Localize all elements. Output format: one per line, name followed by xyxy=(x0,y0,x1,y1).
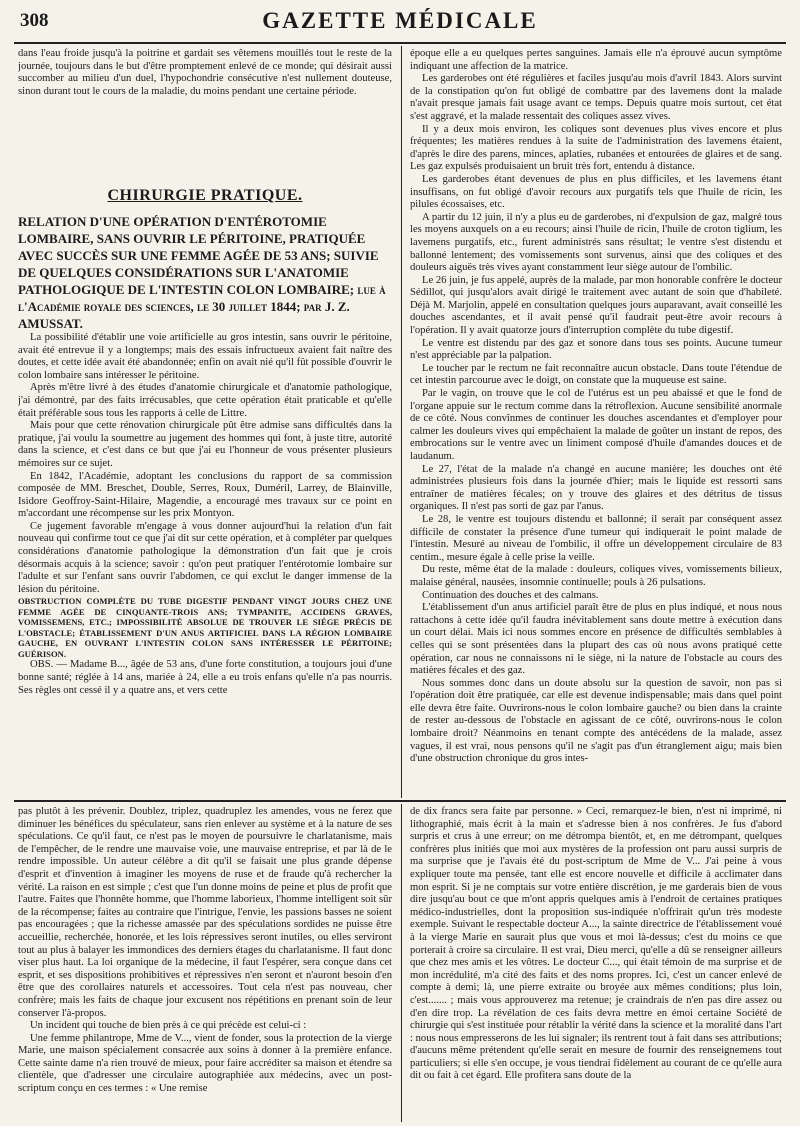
paragraph: Mais pour que cette rénovation chirurgicale pût être admise sans difficultés dans la pratique, j'ai voulu la soumettre au jugement des hommes qui font, à juste titre, autorité dans la science, et c'est dans ce but que j'ai eu l'honneur de vous présenter plusieurs mémoires sur ce sujet. xyxy=(18,420,392,469)
paragraph: de dix francs sera faite par personne. » Ceci, remarquez-le bien, n'est ni imprimé, ni lithographié, mais écrit à la main et s'adresse bien à nos confrères. Je fus d'abord surpris et crus à une erreur; on me détrompa bientôt, et, en me détrompant, quelques confrères plus initiés que moi aux mystères de la profession ont paru aussi surpris de ma surprise que je l'avais été du post-scriptum de Mme de V... J'ai peine à vous expliquer toute ma pensée, tant elle est encore nouvelle et difficile à acclimater dans mon esprit. Si je ne comptais sur votre entière discrétion, je me garderais bien de vous dire jusqu'au bout ce que m'ont appris quelques amis à l'endroit de certaines pratiques médico-industrielles, dont la proposition sus-indiquée n'offrirait qu'un très modeste exemple. Suivant le respectable docteur A..., la sainte directrice de l'établissement voué à la vierge Marie en saurait plus que vous et moi là-dessus; c'est du moins ce que porterait à croire sa circulaire. Il est vrai, Dieu merci, qu'elle a dû se renseigner ailleurs que chez mes amis et les vôtres. Le docteur C..., qui était témoin de ma surprise et de mon incrédulité, m'a cité des faits et des noms propres. Ici, c'est un cancer enlevé de compte à demi; là, une pierre extraite ou broyée aux mêmes conditions; plus loin, c'est....... ; mais vous approuverez ma retenue; je craindrais de n'en pas dire assez ou d'en dire trop. La révélation de ces faits devra mettre en émoi certaine Société de chirurgie qui s'est instituée pour rétablir la vérité dans la science et la moralité dans l'art : nous nous empresserons de les lui signaler; ils rentrent tout à fait dans ses attributions; d'aucuns même prétendent qu'elle serait en mesure de fournir des renseignemens tout particuliers; si elle s'en occupe, je vous tiendrai fidèlement au courant de ce qu'elle aura dit ou fait à cet égard. Elle profitera sans doute de la xyxy=(410,806,782,1082)
paragraph: Par le vagin, on trouve que le col de l'utérus est un peu abaissé et que le fond de l'organe appuie sur le rectum comme dans la rétroflexion. Aucune sensibilité anormale de ce côté. Nous convînmes de continuer les douches ascendantes et d'employer pour calmer les douleurs vives qui empêchaient la malade de goûter un instant de repos, des embrocations sur le ventre avec un liniment composé d'huile d'amandes douces et de laudanum. xyxy=(410,388,782,462)
paragraph: Les garderobes étant devenues de plus en plus difficiles, et les lavemens étant insuffisans, on fut obligé d'avoir recours aux purgatifs tels que l'huile de ricin, les pilules écossaises, etc. xyxy=(410,173,782,211)
paragraph: Le 26 juin, je fus appelé, auprès de la malade, par mon honorable confrère le docteur Sédillot, qui jusqu'alors avait dirigé le traitement avec autant de soin que d'habileté. Déjà M. Marjolin, appelé en consultation quelques jours auparavant, avait conseillé les douches ascendantes, et il avait pensé qu'il faudrait peut-être avoir recours à l'opération. Il y avait quatorze jours d'interruption complète du tube digestif. xyxy=(410,274,782,337)
paragraph: Le toucher par le rectum ne fait reconnaître aucun obstacle. Dans toute l'étendue de cet intestin parcourue avec le doigt, on constate que la muqueuse est saine. xyxy=(410,362,782,387)
page-number: 308 xyxy=(20,10,49,31)
column-divider-bottom xyxy=(401,804,402,1122)
paragraph: Le 28, le ventre est toujours distendu et ballonné; il serait par conséquent assez difficile de constater la présence d'une tumeur qui indiquerait le point malade de l'intestin. Mesuré au niveau de l'ombilic, il offre un développement circulaire de 83 centim., mesure égale à celle prise la veille. xyxy=(410,513,782,563)
section-rule xyxy=(14,800,786,802)
paragraph: Un incident qui touche de bien près à ce qui précède est celui-ci : xyxy=(30,1020,307,1032)
paragraph: En 1842, l'Académie, adoptant les conclusions du rapport de sa commission composée de MM. Breschet, Double, Serres, Roux, Duméril, Larrey, de Blainville, Isidore Geoffroy-Saint-Hilaire, Magendie, a encouragé mes travaux sur ce point en m'accordant une récompense sur les prix Montyon. xyxy=(18,470,392,520)
paragraph: Le 27, l'état de la malade n'a changé en aucune manière; les douches ont été administrées plusieurs fois dans la journée d'hier; mais le liquide est ressorti sans entraîner de matières fécales; on y trouve des glaires et des détritus de tissus organiques. Il n'est pas sorti de gaz par l'anus. xyxy=(410,463,782,513)
paragraph: La possibilité d'établir une voie artificielle au gros intestin, sans ouvrir le péritoine, avait été entrevue il y a longtemps; mais des essais infructueux avaient fait naître des doutes, et cette idée avait été abandonnée; enfin on avait nié qu'il fût possible d'ouvrir le colon lombaire sans intéresser le péritoine. xyxy=(18,331,392,381)
column-left-top xyxy=(18,48,392,796)
paragraph: Ce jugement favorable m'engage à vous donner aujourd'hui la relation d'un fait nouveau qui confirme tout ce que j'ai dit sur cette opération, et à compléter par quelques considérations d'anatomie pathologique la démonstration d'un fait que je crois désormais acquis à la science; savoir : qu'on peut pratiquer l'entérotomie lombaire sur l'adulte et sur l'enfant sans ouvrir l'abdomen, ce qui exclut le danger immense de la lésion du péritoine. xyxy=(18,520,392,595)
paragraph: Après m'être livré à des études d'anatomie chirurgicale et d'anatomie pathologique, j'ai démontré, par des faits irrécusables, que cette opération était praticable et qu'elle était préférable sous tous les rapports à celle de Littre. xyxy=(18,382,392,419)
paragraph: L'établissement d'un anus artificiel paraît être de plus en plus indiqué, et nous nous rattachons à cette idée qu'il faudra inévitablement sans doute mettre à exécution dans un court délai. Mais ici nous sommes encore en présence de difficultés semblables à celles qui se sont présentées dans la plupart des cas où nous avons pratiqué cette opération, car nous ne connaissons ni le siège, ni la nature de l'obstacle au cours des matières fécales et des gaz. xyxy=(410,602,782,677)
paragraph: OBS. — Madame B..., âgée de 53 ans, d'une forte constitution, a toujours joui d'une bonne santé; réglée à 14 ans, mariée à 24, elle a eu trois enfans qu'elle n'a pas nourris. Ses règles ont cessé il y a quatre ans, et vers cette xyxy=(18,659,392,696)
column-right-top xyxy=(410,48,782,796)
paragraph: dans l'eau froide jusqu'à la poitrine et gardait ses vêtemens mouillés tout le reste de la journée, toujours dans le but d'être promptement enlevé de ce monde; qui désirait aussi succomber au milieu d'un duel, l'hypochondrie consécutive n'est nullement douteuse, sinon durant tout le cours de la maladie, du moins pendant une certaine période. xyxy=(18,48,392,97)
paragraph: A partir du 12 juin, il n'y a plus eu de garderobes, ni d'expulsion de gaz, malgré tous les moyens auxquels on a eu recours; ainsi l'huile de ricin, l'huile de croton tiglium, les lavemens purgatifs, etc., furent administrés sans résultat; le ventre s'est distendu et ballonné lentement; des vomissements sont survenus, ainsi que des coliques et des douleurs aiguës très vives ayant constamment leur siège autour de l'ombilic. xyxy=(410,211,782,274)
article-subheading: RELATION D'UNE OPÉRATION D'ENTÉROTOMIE LOMBAIRE, SANS OUVRIR LE PÉRITOINE, PRATIQUÉE AVEC SUCCÈS SUR UNE FEMME AGÉE DE 53 ANS; SUIVIE DE QUELQUES CONSIDÉRATIONS SUR L'ANATOMIE PATHOLOGIQUE DE L'INTESTIN COLON LOMBAIRE; lue à l'Académie royale des sciences, le 30 juillet 1844; par J. Z. AMUSSAT. xyxy=(18,213,386,331)
paragraph: Continuation des douches et des calmans. xyxy=(422,589,599,601)
journal-title: GAZETTE MÉDICALE xyxy=(262,8,538,33)
paragraph: Le ventre est distendu par des gaz et sonore dans tous ses points. Aucune tumeur n'est appréciable par la palpation. xyxy=(410,337,782,362)
observation-title: OBSTRUCTION COMPLÈTE DU TUBE DIGESTIF PENDANT VINGT JOURS CHEZ UNE FEMME AGÉE DE CINQUANTE-TROIS ANS; TYMPANITE, ACCIDENS GRAVES, VOMISSEMENS, ETC.; IMPOSSIBILITÉ ABSOLUE DE TROUVER LE SIÉGE PRÉCIS DE L'OBSTACLE; ÉTABLISSEMENT D'UN ANUS ARTIFICIEL DANS LA RÉGION LOMBAIRE GAUCHE, EN OUVRANT L'INTESTIN COLON SANS INTÉRESSER LE PÉRITOINE; GUÉRISON. xyxy=(18,596,392,659)
column-right-bottom xyxy=(410,806,782,1121)
paragraph: Une femme philantrope, Mme de V..., vient de fonder, sous la protection de la vierge Marie, une maison spécialement consacrée aux soins à donner à la première enfance. Cette sainte dame n'a rien trouvé de mieux, pour faire accréditer sa maison et étendre sa clientèle, que d'adresser une circulaire autographiée aux médecins, avec un post-scriptum conçu en ces termes : « Une remise xyxy=(18,1032,392,1095)
header-rule xyxy=(14,42,786,44)
paragraph: Il y a deux mois environ, les coliques sont devenues plus vives encore et plus fréquentes; les matières rendues à la suite de l'administration des lavemens étaient, d'après le dire des parens, minces, aplaties, rubanées et entourées de glaires et de sang. Les gaz expulsés produisaient un bruit très fort, entendu à distance. xyxy=(410,123,782,173)
column-left-bottom xyxy=(18,806,392,1121)
paragraph: pas plutôt à les prévenir. Doublez, triplez, quadruplez les amendes, vous ne ferez que diminuer les bénéfices du spéculateur, sans rien enlever au système et à la nature de ses spéculations. Ce qu'il faut, ce n'est pas le moyen de poursuivre le charlatanisme, mais de l'empêcher, de le rendre une mauvaise voie, une mauvaise entreprise, et par là de le rendre impossible. Un auteur célèbre a dit qu'il se faisait une plus grande dépense d'esprit et d'invention à imaginer les moyens de ruse et de fraude qu'à rechercher la vérité. La raison en est simple ; c'est que l'un donne moins de peine et plus de profit que l'autre. Faites que l'honnête homme, que l'homme laborieux, l'homme intelligent soit sûr de la récompense; faites au contraire que l'intrigue, l'envie, les passions basses ne soient pas encouragées ; que la richesse amassée par des spéculations sordides ne puisse être accueillie, recherchée, honorée, et les lois répressives seront inutiles, ou elles serviront tout au plus à balayer les immondices des derniers étages du charlatanisme. Il faut donc viser plus haut. La loi organique de la médecine, il faut l'espérer, sera conçue dans cet esprit, et ses dispositions prohibitives et répressives n'en seront et n'auront besoin d'en être que des corollaires naturels et accessoires. Tout cela n'est pas nouveau, cher confrère; mais les faits de chaque jour excusent nos répétitions en prenant soin de leur conserver l'à-propos. xyxy=(18,806,392,1019)
section-title: CHIRURGIE PRATIQUE. xyxy=(107,187,303,205)
paragraph: Les garderobes ont été régulières et faciles jusqu'au mois d'avril 1843. Alors survint de la constipation qu'on fut obligé de combattre par des lavemens dont la malade n'avait presque jamais fait usage avant ce temps. Depuis quatre mois surtout, cet état s'est aggravé, et la malade ressentait des coliques assez vives. xyxy=(410,73,782,122)
paragraph: époque elle a eu quelques pertes sanguines. Jamais elle n'a éprouvé aucun symptôme indiquant une affection de la matrice. xyxy=(410,48,782,72)
paragraph: Du reste, même état de la malade : douleurs, coliques vives, vomissements bilieux, malaise général, nausées, insomnie continuelle; pouls à 26 pulsations. xyxy=(410,564,782,588)
paragraph: Nous sommes donc dans un doute absolu sur la question de savoir, non pas si l'opération doit être pratiquée, car elle est devenue indispensable; mais dans quel point elle devra être faite. Ouvrirons-nous le colon lombaire gauche? ou bien dans la crainte de rester au-dessous de l'obstacle en agissant de ce côté, ouvrirons-nous le colon lombaire droit? Néanmoins en tenant compte des antécédens de la malade, assez vagues, il est vrai, nous pensons qu'il ne s'agit pas d'un étranglement aigu; mais bien d'une obstruction chronique du gros intes- xyxy=(410,677,782,765)
page-header xyxy=(18,8,782,38)
column-divider-top xyxy=(401,46,402,798)
